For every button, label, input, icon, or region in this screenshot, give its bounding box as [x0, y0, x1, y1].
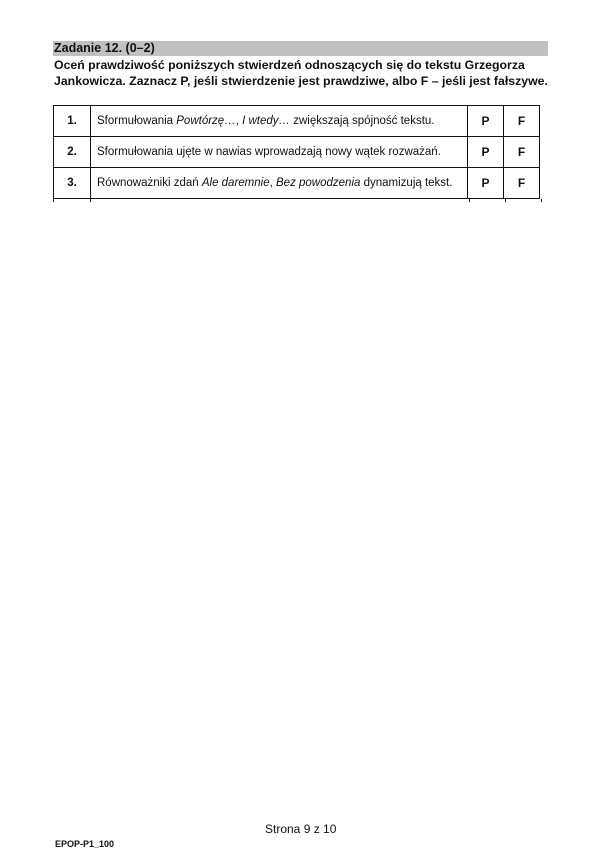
table-border-tail: [505, 199, 506, 202]
document-code: EPOP-P1_100: [55, 839, 115, 849]
true-option[interactable]: P: [468, 168, 504, 199]
table-row: [54, 137, 540, 168]
false-option[interactable]: F: [504, 106, 540, 137]
table-border-tail: [469, 199, 470, 202]
true-option[interactable]: P: [468, 137, 504, 168]
statement-text: Sformułowania Powtórzę…, I wtedy… zwiększają spójność tekstu.: [91, 106, 468, 137]
true-false-table: [53, 105, 540, 199]
table-row: [54, 106, 540, 137]
statement-number: 2.: [54, 137, 91, 168]
true-option[interactable]: P: [468, 106, 504, 137]
table-border-tail: [541, 199, 542, 202]
page-number: Strona 9 z 10: [265, 822, 337, 836]
statement-text: Sformułowania ujęte w nawias wprowadzają nowy wątek rozważań.: [91, 137, 468, 168]
task-header: Zadanie 12. (0–2): [53, 41, 548, 56]
table-row: [54, 168, 540, 199]
table-border-tail: [90, 199, 91, 202]
false-option[interactable]: F: [504, 168, 540, 199]
task-instruction: Oceń prawdziwość poniższych stwierdzeń odnoszących się do tekstu Grzegorza Jankowicza. Zaznacz P, jeśli stwierdzenie jest prawdziwe, albo F – jeśli jest fałszywe.: [54, 58, 548, 88]
table-border-tail: [53, 199, 54, 202]
statement-number: 1.: [54, 106, 91, 137]
statement-text: Równoważniki zdań Ale daremnie, Bez powodzenia dynamizują tekst.: [91, 168, 468, 199]
false-option[interactable]: F: [504, 137, 540, 168]
statement-number: 3.: [54, 168, 91, 199]
